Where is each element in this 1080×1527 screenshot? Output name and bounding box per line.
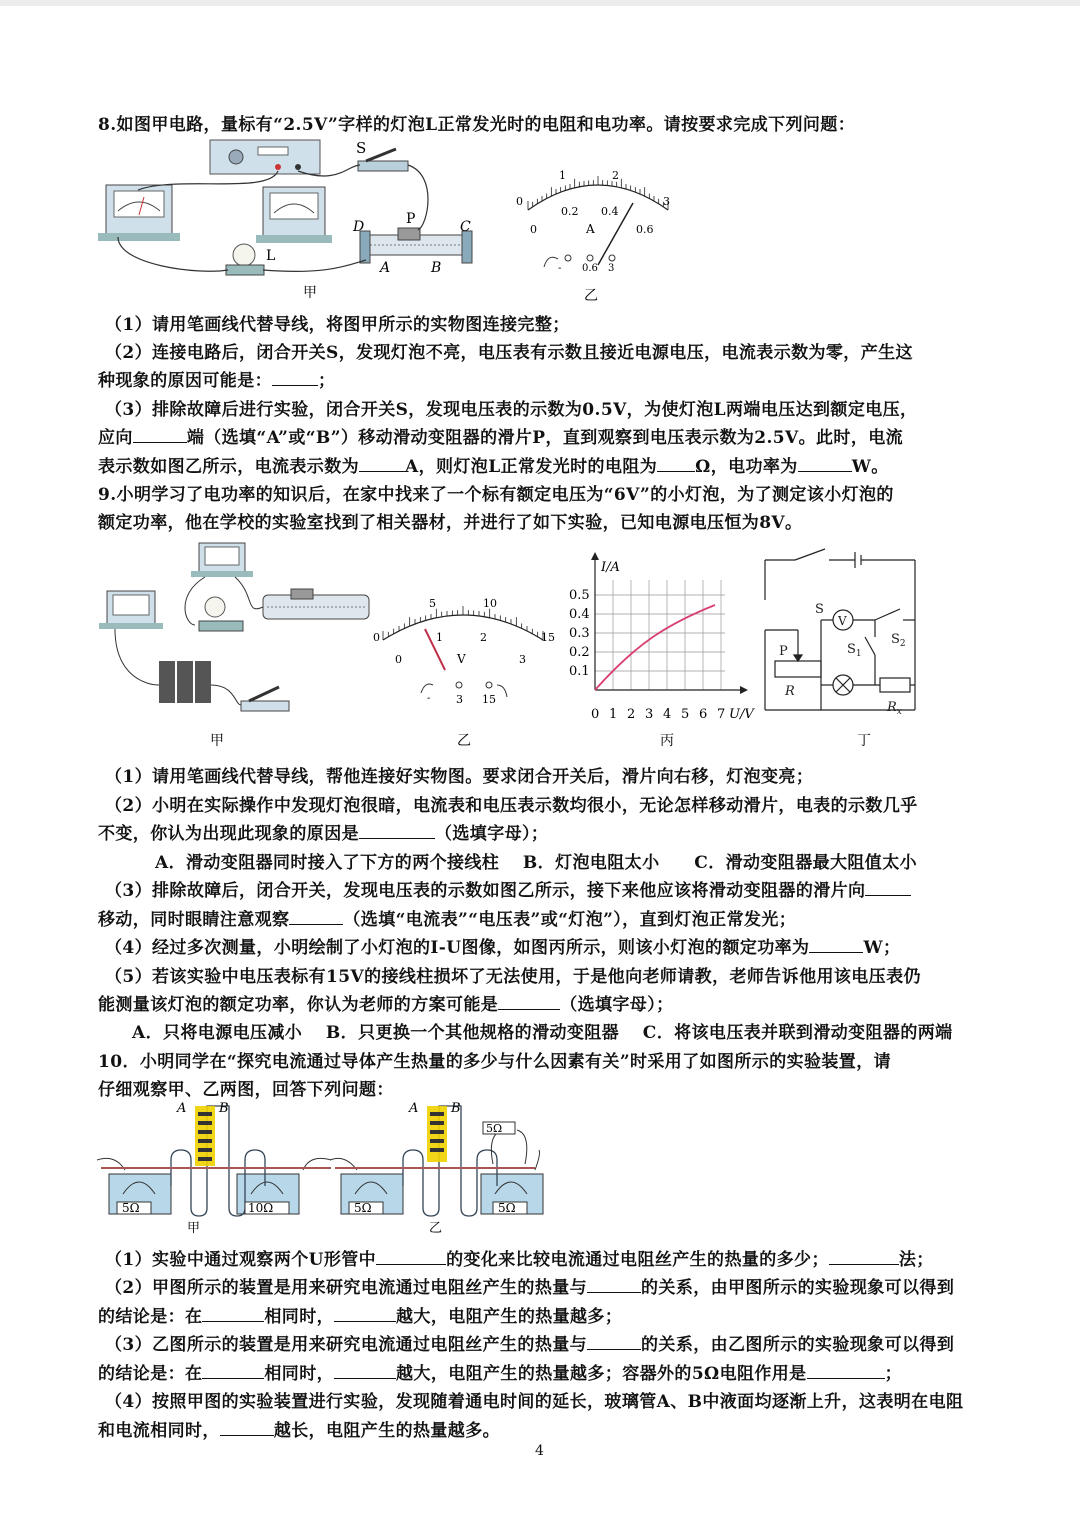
q8-part2b: 种现象的原因可能是： ；	[98, 371, 336, 391]
svg-text:10Ω: 10Ω	[248, 1201, 274, 1215]
q9-part2b: 不变，你认为出现此现象的原因是 （选填字母）；	[98, 824, 549, 844]
answer-blank[interactable]	[202, 1364, 264, 1379]
svg-text:S2: $S_2$	[891, 632, 906, 649]
svg-text:-: -	[558, 263, 562, 274]
answer-blank[interactable]	[807, 1364, 885, 1379]
q10-part3a: （3）乙图所示的装置是用来研究电流通过电阻丝产生的热量与 的关系，由乙图所示的实验现象可以得到	[105, 1335, 955, 1355]
svg-text:3: 3	[519, 653, 526, 666]
svg-text:0.6: 0.6	[582, 263, 598, 274]
svg-text:3: 3	[645, 707, 654, 722]
answer-blank[interactable]	[359, 457, 405, 472]
q9-part5a: （5）若该实验中电压表标有15V的接线柱损坏了无法使用，于是他向老师请教，老师告诉他用该电压表仍	[105, 967, 921, 987]
svg-text:15: 15	[541, 631, 555, 644]
svg-text:V: V	[457, 652, 466, 666]
q9-part3b: 移动，同时眼睛注意观察 （选填“电流表”“电压表”或“灯泡”），直到灯泡正常发光；	[98, 910, 797, 930]
q9-part2-options: A．滑动变阻器同时接入了下方的两个接线柱 B．灯泡电阻太小 C．滑动变阻器最大阻值太小	[155, 853, 918, 873]
svg-text:0: 0	[395, 653, 402, 666]
svg-text:7: 7	[717, 707, 726, 722]
q10-figure	[95, 1098, 555, 1238]
svg-text:R: R	[785, 684, 795, 699]
top-bar	[0, 0, 1080, 6]
q8-part1: （1）请用笔画线代替导线，将图甲所示的实物图连接完整；	[105, 315, 570, 335]
q9-part1: （1）请用笔画线代替导线，帮他连接好实物图。要求闭合开关后，滑片向右移，灯泡变亮；	[105, 767, 814, 787]
svg-text:0: 0	[373, 631, 380, 644]
svg-text:甲: 甲	[187, 1221, 201, 1236]
svg-text:B: B	[451, 1101, 461, 1116]
svg-text:4: 4	[663, 707, 672, 722]
label-l: L	[266, 248, 276, 264]
answer-blank[interactable]	[376, 1250, 446, 1265]
ammeter-dial	[516, 169, 670, 304]
q10-part2a: （2）甲图所示的装置是用来研究电流通过电阻丝产生的热量与 的关系，由甲图所示的实验现象可以得到	[105, 1278, 955, 1298]
bulb-l	[233, 244, 255, 266]
svg-text:5Ω: 5Ω	[354, 1201, 372, 1215]
answer-blank[interactable]	[334, 1364, 396, 1379]
answer-blank[interactable]	[829, 1250, 899, 1265]
answer-blank[interactable]	[202, 1307, 264, 1322]
svg-text:S: S	[815, 602, 824, 617]
svg-text:3: 3	[456, 693, 463, 706]
answer-blank[interactable]	[133, 428, 187, 443]
svg-text:V: V	[838, 614, 847, 628]
answer-blank[interactable]	[498, 995, 560, 1010]
svg-text:0.5: 0.5	[569, 588, 590, 603]
svg-text:5: 5	[681, 707, 690, 722]
q8-part3b: 应向 端（选填“A”或“B”）移动滑动变阻器的滑片P，直到观察到电压表示数为2.5V。此时，电流	[98, 428, 904, 448]
graph-xlabel: U/V	[729, 707, 754, 722]
q10-part4b: 和电流相同时， 越长，电阻产生的热量越多。	[98, 1421, 501, 1441]
label-b: B	[431, 260, 442, 276]
label-c: C	[460, 219, 471, 235]
svg-text:1: 1	[609, 707, 618, 722]
svg-text:乙: 乙	[457, 733, 471, 749]
answer-blank[interactable]	[272, 371, 318, 386]
svg-text:0.2: 0.2	[569, 645, 590, 660]
svg-text:-: -	[427, 693, 431, 704]
answer-blank[interactable]	[359, 824, 435, 839]
q8-stem: 8.如图甲电路，量标有“2.5V”字样的灯泡L正常发光时的电阻和电功率。请按要求完成下列问题：	[98, 115, 856, 135]
answer-blank[interactable]	[865, 881, 911, 896]
svg-text:10: 10	[483, 597, 497, 610]
answer-blank[interactable]	[587, 1335, 641, 1350]
answer-blank[interactable]	[587, 1278, 641, 1293]
q9-stem-b: 额定功率，他在学校的实验室找到了相关器材，并进行了如下实验，已知电源电压恒为8V。	[98, 513, 803, 533]
svg-text:丁: 丁	[857, 733, 871, 749]
answer-blank[interactable]	[220, 1421, 274, 1436]
svg-text:0: 0	[516, 195, 523, 208]
svg-text:0.3: 0.3	[569, 626, 590, 641]
svg-text:乙: 乙	[429, 1221, 443, 1236]
apparatus-jia	[97, 1101, 331, 1236]
q9-jia-circuit	[99, 543, 369, 749]
switch-s	[358, 161, 408, 171]
q10-part1: （1）实验中通过观察两个U形管中 的变化来比较电流通过电阻丝产生的热量的多少； 法；	[105, 1250, 934, 1270]
q10-part4a: （4）按照甲图的实验装置进行实验，发现随着通电时间的延长，玻璃管A、B中液面均逐渐上升，这表明在电阻	[105, 1392, 964, 1412]
svg-text:2: 2	[627, 707, 636, 722]
q10-part2b: 的结论是：在 相同时， 越大，电阻产生的热量越多；	[98, 1307, 623, 1327]
svg-text:5Ω: 5Ω	[498, 1201, 516, 1215]
q9-part5b: 能测量该灯泡的额定功率，你认为老师的方案可能是 （选填字母）；	[98, 995, 674, 1015]
apparatus-yi	[330, 1101, 543, 1236]
label-s: S	[356, 139, 367, 157]
q9-figure	[95, 535, 935, 755]
iu-graph	[569, 552, 755, 749]
svg-text:15: 15	[482, 693, 496, 706]
q10-part3b: 的结论是：在 相同时， 越大，电阻产生的热量越多；容器外的5Ω电阻作用是 ；	[98, 1364, 902, 1384]
q9-part2a: （2）小明在实际操作中发现灯泡很暗，电流表和电压表示数均很小，无论怎样移动滑片，电表的示数几乎	[105, 796, 918, 816]
q9-part4: （4）经过多次测量，小明绘制了小灯泡的I-U图像，如图丙所示，则该小灯泡的额定功率为 W；	[105, 938, 901, 958]
svg-text:3: 3	[608, 263, 615, 274]
svg-text:A: A	[177, 1101, 187, 1116]
q9-part5-options: A．只将电源电压减小 B．只更换一个其他规格的滑动变阻器 C．将该电压表并联到滑动变阻器的两端	[132, 1023, 953, 1043]
svg-text:B: B	[219, 1101, 229, 1116]
svg-text:5Ω: 5Ω	[486, 1122, 503, 1135]
svg-text:1: 1	[436, 631, 443, 644]
graph-ylabel: I/A	[601, 560, 620, 575]
svg-text:0: 0	[591, 707, 600, 722]
svg-text:0.6: 0.6	[636, 223, 654, 236]
svg-text:6: 6	[699, 707, 708, 722]
q8-part2a: （2）连接电路后，闭合开关S，发现灯泡不亮，电压表有示数且接近电源电压，电流表示数为零，产生这	[105, 343, 913, 363]
q10-stem-a: 10．小明同学在“探究电流通过导体产生热量的多少与什么因素有关”时采用了如图所示的实验装置，请	[98, 1052, 892, 1072]
answer-blank[interactable]	[657, 457, 695, 472]
q9-stem-a: 9.小明学习了电功率的知识后，在家中找来了一个标有额定电压为“6V”的小灯泡，为了测定该小灯泡的	[98, 485, 894, 505]
svg-text:A: A	[409, 1101, 419, 1116]
answer-blank[interactable]	[809, 938, 863, 953]
svg-text:A: A	[586, 222, 595, 236]
answer-blank[interactable]	[289, 910, 343, 925]
svg-text:丙: 丙	[660, 733, 674, 749]
svg-text:0.4: 0.4	[601, 205, 619, 218]
q8-part3a: （3）排除故障后进行实验，闭合开关S，发现电压表的示数为0.5V，为使灯泡L两端电压达到额定电压，	[105, 400, 918, 420]
svg-text:5Ω: 5Ω	[122, 1201, 140, 1215]
label-d: D	[353, 219, 365, 235]
q8-part3c: 表示数如图乙所示，电流表示数为 A，则灯泡L正常发光时的电阻为 Ω，电功率为 W。	[98, 457, 889, 477]
q9-part3a: （3）排除故障后，闭合开关，发现电压表的示数如图乙所示，接下来他应该将滑动变阻器的滑片向	[105, 876, 911, 901]
svg-text:0: 0	[530, 223, 537, 236]
page-number: 4	[535, 1443, 544, 1459]
svg-text:2: 2	[480, 631, 487, 644]
svg-text:0.2: 0.2	[561, 205, 579, 218]
svg-text:P: P	[779, 644, 788, 659]
svg-text:5: 5	[429, 597, 436, 610]
svg-text:甲: 甲	[210, 733, 224, 749]
fig-jia-label: 甲	[303, 285, 317, 301]
svg-text:S1: $S_1$	[847, 642, 862, 659]
q10-stem-b: 仔细观察甲、乙两图，回答下列问题：	[98, 1080, 394, 1100]
voltmeter-dial	[373, 597, 555, 749]
answer-blank[interactable]	[798, 457, 852, 472]
svg-text:0.4: 0.4	[569, 607, 590, 622]
svg-text:1: 1	[559, 169, 566, 182]
svg-text:0.1: 0.1	[569, 664, 590, 679]
label-a: A	[380, 260, 391, 276]
answer-blank[interactable]	[334, 1307, 396, 1322]
svg-text:2: 2	[612, 169, 619, 182]
power-supply	[210, 140, 320, 174]
q8-figure	[98, 135, 698, 305]
svg-text:Rx: $R_x$	[887, 700, 902, 717]
svg-text:3: 3	[663, 195, 670, 208]
label-p: P	[406, 211, 416, 227]
fig-yi-label: 乙	[584, 288, 598, 304]
